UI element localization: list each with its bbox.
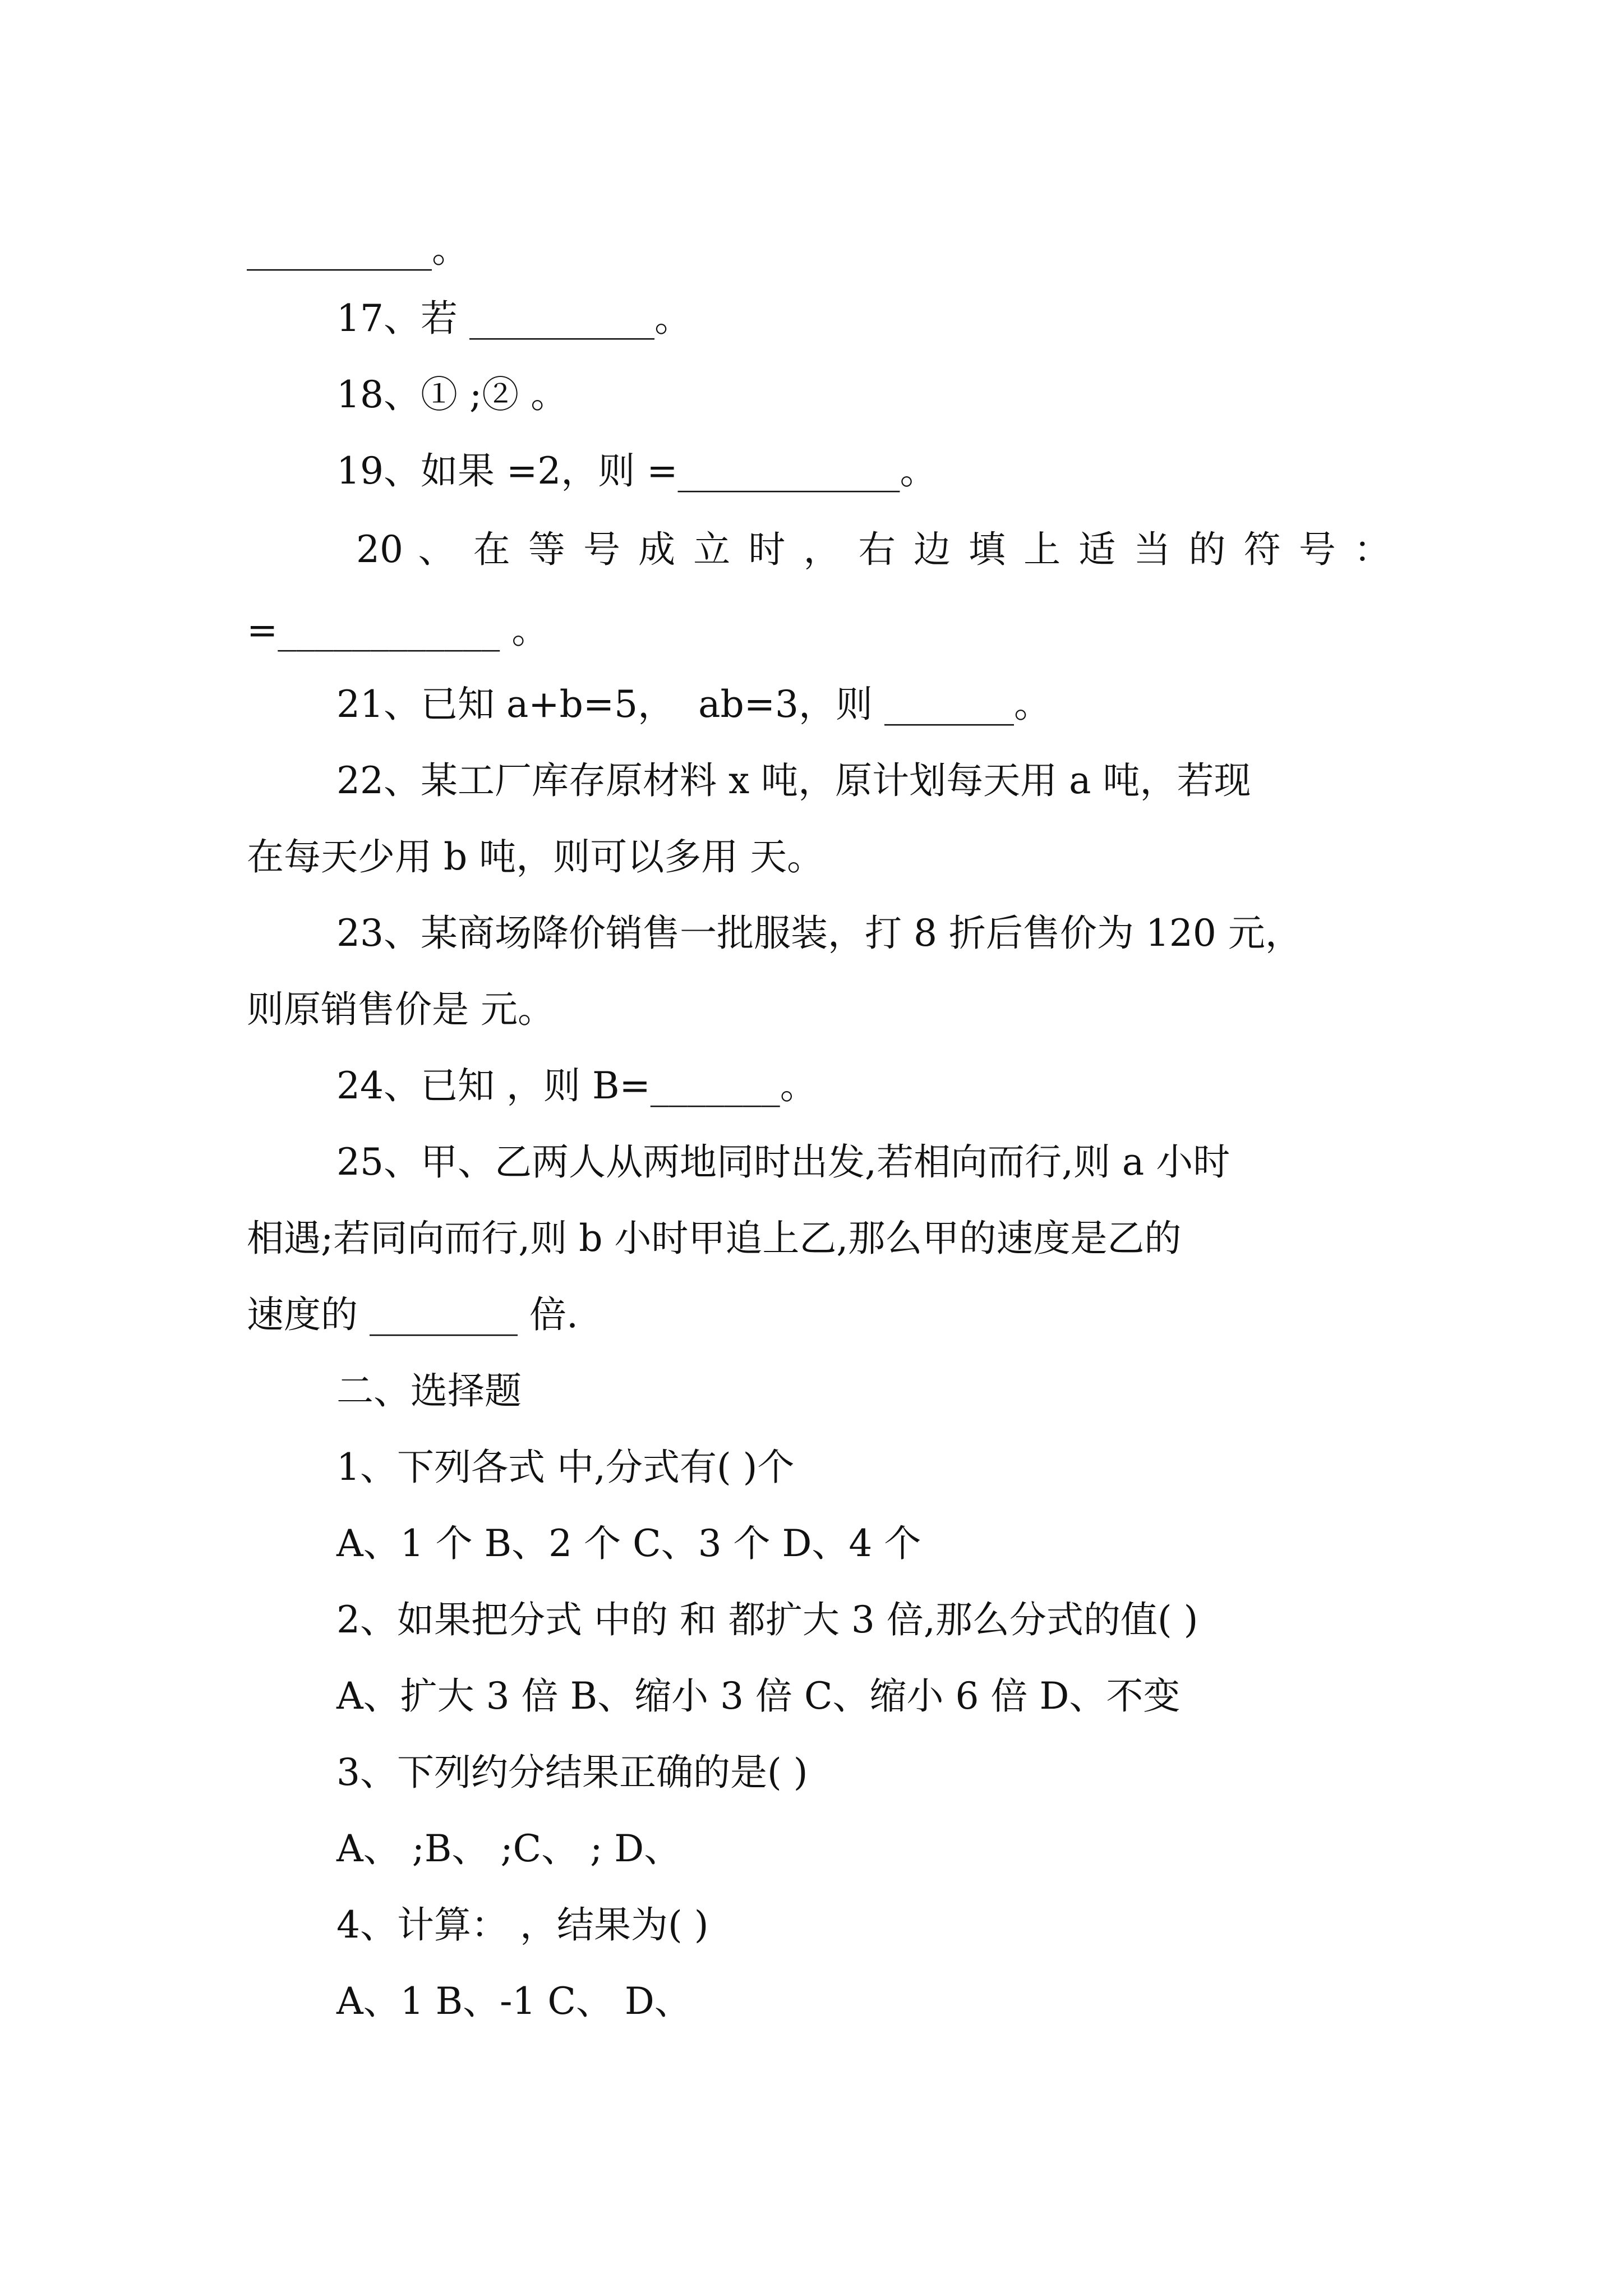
choice-3-options: A、 ;B、 ;C、 ; D、 (336, 1827, 681, 1870)
question-18: 18、① ;② 。 (336, 373, 568, 416)
question-25-cont-1: 相遇;若同向而行,则 b 小时甲追上乙,那么甲的速度是乙的 (247, 1217, 1182, 1260)
choice-1-options: A、1 个 B、2 个 C、3 个 D、4 个 (336, 1522, 921, 1565)
section-heading-choice: 二、选择题 (336, 1369, 522, 1412)
question-23-cont: 则原销售价是 元。 (247, 988, 555, 1031)
question-25-cont-2: 速度的 ________ 倍. (247, 1293, 578, 1336)
question-19: 19、如果 =2，则 =____________。 (336, 449, 937, 493)
question-22: 22、某工厂库存原材料 x 吨，原计划每天用 a 吨，若现 (336, 759, 1251, 802)
choice-4-options: A、1 B、-1 C、 D、 (336, 1980, 691, 2023)
question-24: 24、已知 ，则 B=_______。 (336, 1064, 817, 1107)
question-25: 25、甲、乙两人从两地同时出发,若相向而行,则 a 小时 (336, 1140, 1230, 1184)
question-23: 23、某商场降价销售一批服装，打 8 折后售价为 120 元， (336, 912, 1302, 955)
choice-question-1: 1、下列各式 中,分式有( )个 (336, 1446, 795, 1489)
choice-2-options: A、扩大 3 倍 B、缩小 3 倍 C、缩小 6 倍 D、不变 (336, 1674, 1181, 1718)
question-20: 20 、 在 等 号 成 立 时 ， 右 边 填 上 适 当 的 符 号 ： (356, 528, 1391, 571)
question-22-cont: 在每天少用 b 吨，则可以多用 天。 (247, 835, 824, 878)
choice-question-2: 2、如果把分式 中的 和 都扩大 3 倍,那么分式的值( ) (336, 1598, 1198, 1641)
question-20-answer: =____________ 。 (247, 609, 549, 652)
text-line-16-tail: __________。 (247, 228, 469, 271)
choice-question-3: 3、下列约分结果正确的是( ) (336, 1751, 808, 1794)
question-17: 17、若 __________。 (336, 297, 691, 340)
choice-question-4: 4、计算： ，结果为( ) (336, 1903, 709, 1947)
question-21: 21、已知 a+b=5， ab=3，则 _______。 (336, 683, 1051, 726)
